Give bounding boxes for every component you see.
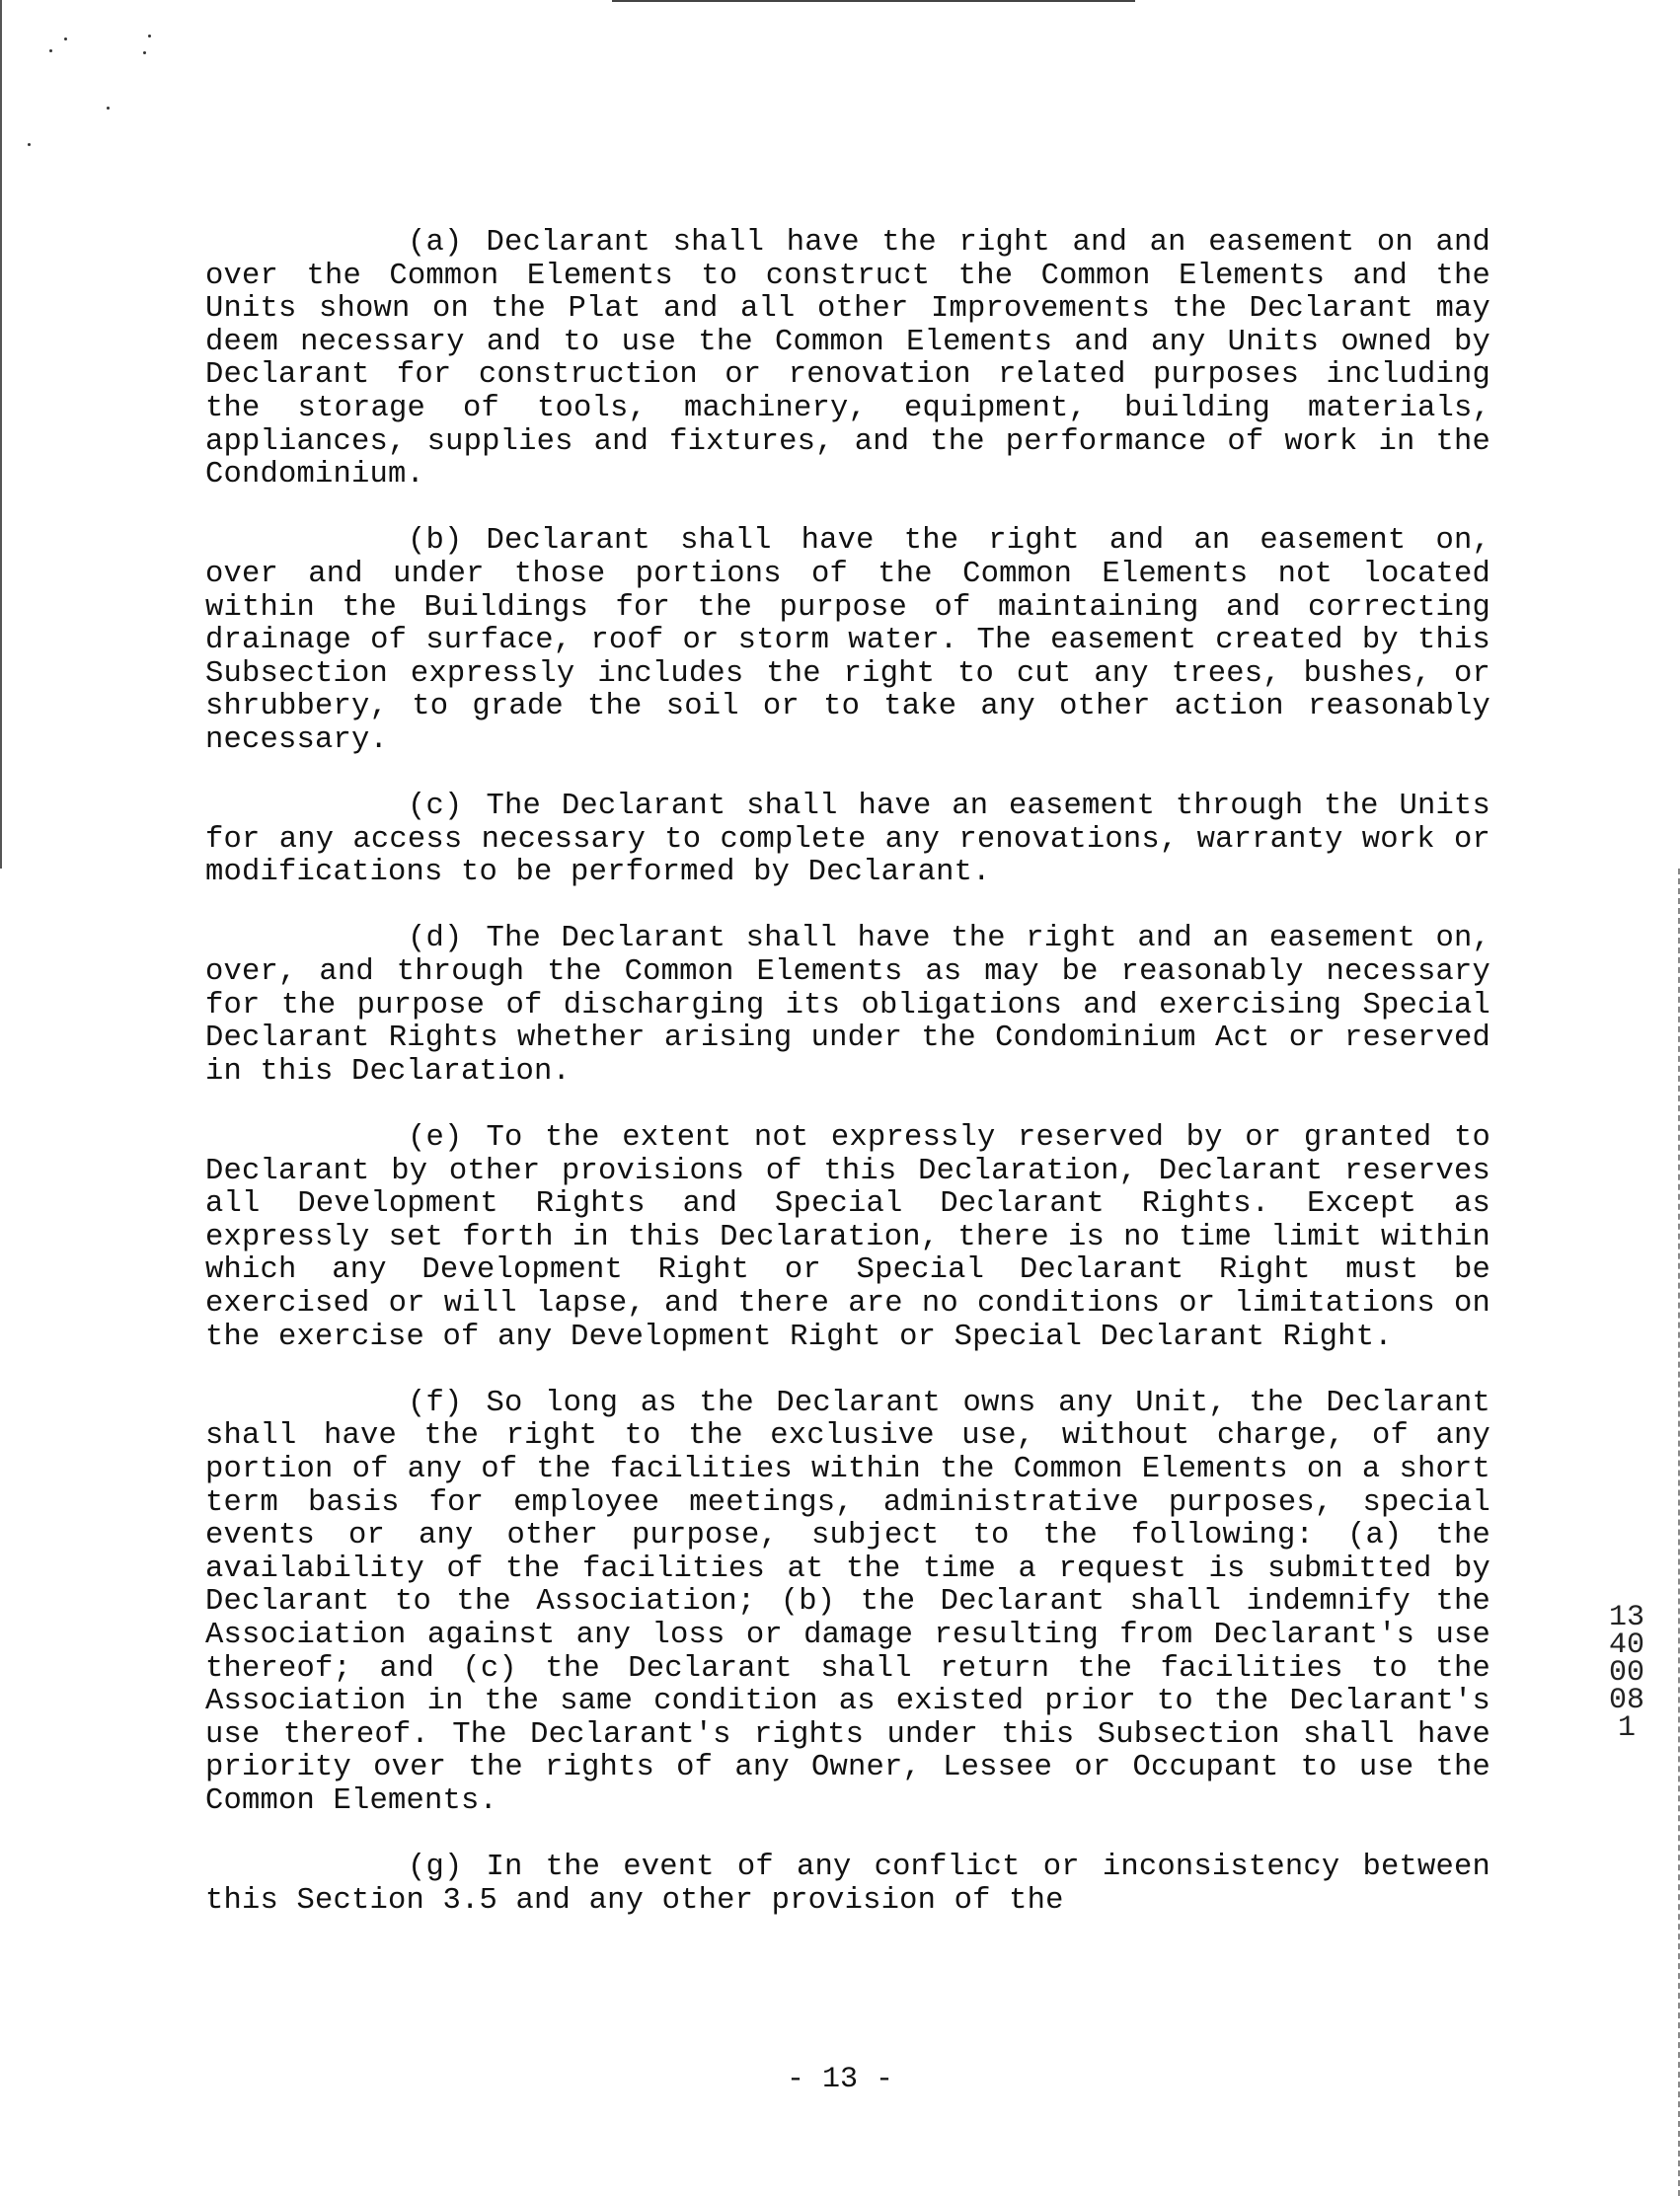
paragraph-text: Declarant shall have the right and an easement on and over the Common Elements to construct the Common Elements and the Units shown on the Plat and all other Improvements the Declarant may deem necessary and to use the Common Elements and any Units owned by Declarant for construction or renovation related purposes including the storage of tools, machinery, equipment, building materials, appliances, supplies and fixtures, and the performance of work in the Condominium. xyxy=(205,226,1490,492)
paragraph-text: The Declarant shall have an easement through the Units for any access necessary to complete any renovations, warranty work or modifications to be performed by Declarant. xyxy=(205,790,1490,890)
paragraph-label: (b) xyxy=(408,524,463,559)
paragraph-label: (e) xyxy=(408,1121,463,1156)
document-body xyxy=(205,227,1490,1951)
paragraph-label: (f) xyxy=(408,1386,463,1420)
scan-left-border xyxy=(0,0,2,869)
scan-speck xyxy=(49,49,52,52)
paragraph-g xyxy=(205,1852,1490,1918)
paragraph-text: Declarant shall have the right and an easement on, over and under those portions of the Common Elements not located within the Buildings for the purpose of maintaining and correcting drainage of surface, roof or storm water. The easement created by this Subsection expressly includes the right to cut any trees, bushes, or shrubbery, to grade the soil or to take any other action reasonably necessary. xyxy=(205,524,1490,757)
scan-speck xyxy=(64,38,67,40)
paragraph-f xyxy=(205,1388,1490,1819)
paragraph-text: The Declarant shall have the right and an easement on, over, and through the Common Elements as may be reasonably necessary for the purpose of discharging its obligations and exercising Special Declarant Rights whether arising under the Condominium Act or reserved in this Declaration. xyxy=(205,922,1490,1089)
scan-speck xyxy=(28,143,31,146)
paragraph-text: So long as the Declarant owns any Unit, the Declarant shall have the right to the exclusive use, without charge, of any portion of any of the facilities within the Common Elements on a short term basis for employee meetings, administrative purposes, special events or any other purpose, subject to the following: (a) the availability of the facilities at the time a request is submitted by Declarant to the Association; (b) the Declarant shall indemnify the Association against any loss or damage resulting from Declarant's use thereof; and (c) the Declarant shall return the facilities to the Association in the same condition as existed prior to the Declarant's use thereof. The Declarant's rights under this Subsection shall have priority over the rights of any Owner, Lessee or Occupant to use the Common Elements. xyxy=(205,1386,1490,1818)
scan-right-edge xyxy=(1676,869,1680,2196)
paragraph-label: (d) xyxy=(408,922,463,956)
scan-speck xyxy=(148,35,151,38)
paragraph-label: (g) xyxy=(408,1851,463,1885)
paragraph-d xyxy=(205,923,1490,1089)
paragraph-a xyxy=(205,227,1490,492)
scan-speck xyxy=(143,51,146,54)
paragraph-text: In the event of any conflict or inconsistency between this Section 3.5 and any other provision of the xyxy=(205,1851,1490,1918)
paragraph-label: (c) xyxy=(408,790,463,824)
paragraph-text: To the extent not expressly reserved by or granted to Declarant by other provisions of this Declaration, Declarant reserves all Development Rights and Special Declarant Rights. Except as expressly set forth in this Declaration, there is no time limit within which any Development Right or Special Declarant Right must be exercised or will lapse, and there are no conditions or limitations on the exercise of any Development Right or Special Declarant Right. xyxy=(205,1121,1490,1354)
scan-speck xyxy=(107,107,110,110)
paragraph-e xyxy=(205,1122,1490,1354)
paragraph-label: (a) xyxy=(408,226,463,260)
scan-top-line xyxy=(612,0,1135,2)
page-number: - 13 - xyxy=(786,2063,894,2096)
recording-stamp: 1340 00081 xyxy=(1608,1601,1644,1745)
paragraph-b xyxy=(205,525,1490,757)
paragraph-c xyxy=(205,791,1490,890)
